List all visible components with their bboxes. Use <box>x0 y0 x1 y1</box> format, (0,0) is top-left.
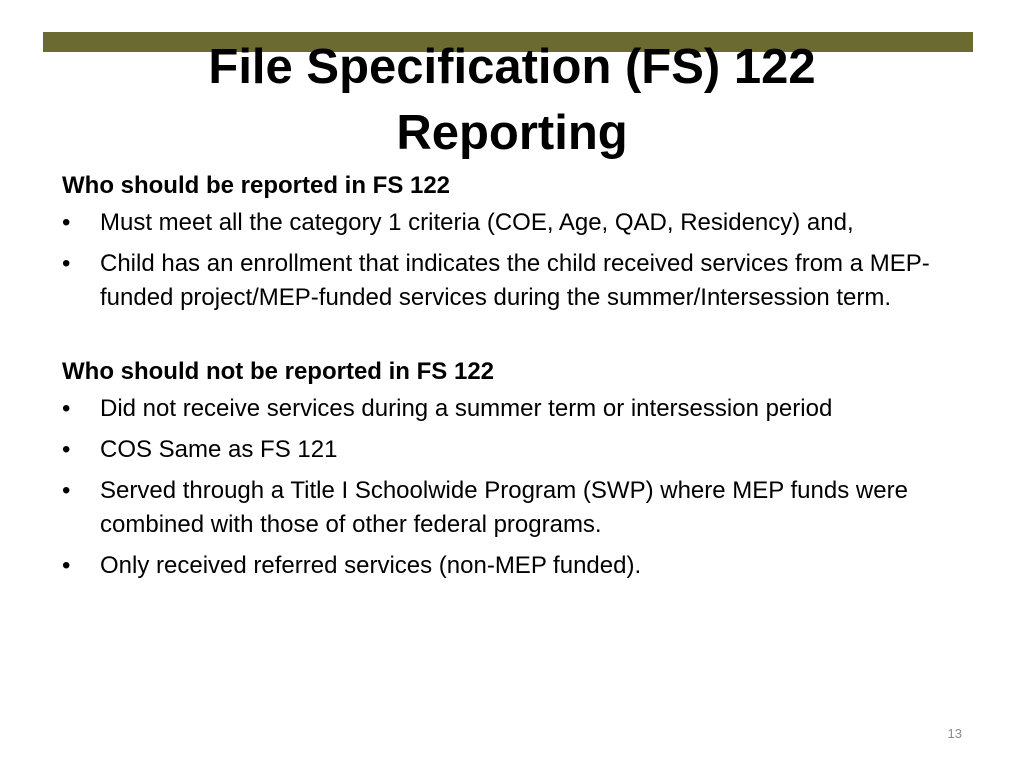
bullet-list <box>62 206 962 315</box>
bullet-item <box>62 392 962 426</box>
bullet-marker: • <box>62 477 71 504</box>
bullet-marker: • <box>62 436 71 463</box>
slide-title <box>0 34 1024 166</box>
section-heading: Who should be reported in FS 122 <box>62 172 451 199</box>
bullet-item <box>62 433 962 467</box>
bullet-marker: • <box>62 209 71 236</box>
bullet-text: COS Same as FS 121 <box>100 436 338 463</box>
bullet-item <box>62 247 962 315</box>
bullet-text: Only received referred services (non-MEP funded). <box>100 552 642 579</box>
bullet-marker: • <box>62 250 71 277</box>
bullet-item <box>62 549 962 583</box>
section-heading: Who should not be reported in FS 122 <box>62 358 495 385</box>
page-number: 13 <box>947 726 962 741</box>
section-should-report <box>62 170 962 315</box>
bullet-item <box>62 474 962 542</box>
bullet-text: Served through a Title I Schoolwide Program (SWP) where MEP funds were combined with those of other federal programs. <box>100 477 908 538</box>
slide-title-line-2: Reporting <box>396 106 628 160</box>
section-spacer <box>62 322 962 356</box>
slide-body <box>62 170 962 590</box>
bullet-text: Must meet all the category 1 criteria (COE, Age, QAD, Residency) and, <box>100 209 854 236</box>
slide-title-line-1: File Specification (FS) 122 <box>208 40 816 94</box>
section-should-not-report <box>62 356 962 583</box>
bullet-marker: • <box>62 552 71 579</box>
bullet-item <box>62 206 962 240</box>
bullet-text: Child has an enrollment that indicates the child received services from a MEP-funded project/MEP-funded services during the summer/Intersession term. <box>100 250 930 311</box>
bullet-list <box>62 392 962 583</box>
bullet-marker: • <box>62 395 71 422</box>
bullet-text: Did not receive services during a summer term or intersession period <box>100 395 833 422</box>
